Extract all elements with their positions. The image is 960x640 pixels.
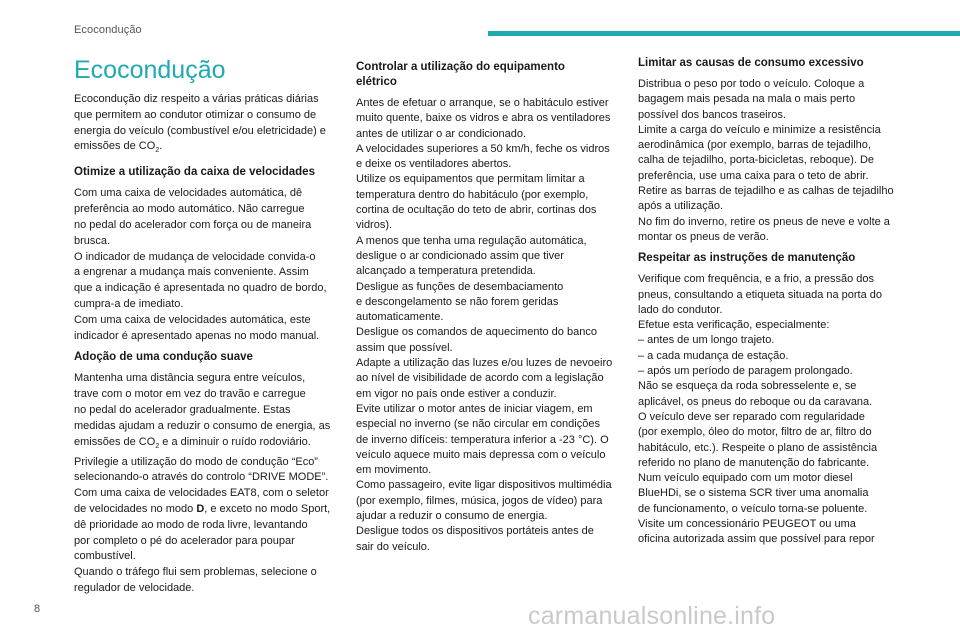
text-line: Evite utilizar o motor antes de iniciar viagem, em [356,402,593,415]
text-line: Verifique com frequência, e a frio, a pressão dos [638,273,875,286]
maintenance-paragraph [638,272,910,547]
text-line: O veículo deve ser reparado com regularidade [638,410,865,423]
intro-line: que permitem ao condutor otimizar o consumo de [74,108,317,121]
text-line: temperatura dentro do habitáculo (por exemplo, [356,188,589,201]
text-line: em movimento. [356,464,432,477]
text-line: vidros). [356,219,393,232]
text-line: Mantenha uma distância segura entre veículos, [74,372,306,385]
text-line: lado do condutor. [638,303,723,316]
text-line: Efetue esta verificação, especialmente: [638,319,830,332]
intro-paragraph [74,92,332,159]
text-line: preferência ao modo automático. Não carregue [74,203,305,216]
text-line: brusca. [74,234,111,247]
co2-text: emissões de CO [74,435,156,448]
text-line: especial no inverno (se não circular em condições [356,418,600,431]
text-line: medidas ajudam a reduzir o consumo de energia, as [74,419,331,432]
text-line: antes de utilizar o ar condicionado. [356,127,526,140]
text-line: assim que possível. [356,341,453,354]
text-line: ajudar a reduzir o consumo de energia. [356,510,548,523]
text-line: cumpra-a de imediato. [74,297,184,310]
column-3 [638,56,910,548]
text-line: alcançado a temperatura pretendida. [356,265,536,278]
text-line: bagagem mais pesada na mala o mais perto [638,93,856,106]
intro-line: energia do veículo (combustível e/ou eletricidade) e [74,124,326,137]
text-line: – após um período de paragem prolongado. [638,365,853,378]
text-line: A velocidades superiores a 50 km/h, feche os vidros [356,142,610,155]
heading-line: Controlar a utilização do equipamento [356,61,565,73]
text-line: Quando o tráfego flui sem problemas, selecione o [74,566,317,579]
column-1 [74,56,332,597]
drive-line-start: de velocidades no modo [74,502,197,515]
text-line: Visite um concessionário PEUGEOT ou uma [638,518,856,531]
text-line: Adapte a utilização das luzes e/ou luzes de nevoeiro [356,357,613,370]
text-line: cortina de ocultação do teto de abrir, cortinas dos [356,204,597,217]
co2-subscript: 2 [155,147,160,155]
text-line: montar os pneus de verão. [638,230,769,243]
smooth-driving-paragraph [74,371,332,596]
text-line: ao nível de visibilidade de acordo com a legislação [356,372,604,385]
electrical-paragraph [356,96,618,555]
drive-mode-d: D [196,502,205,515]
heading-line: elétrico [356,76,397,88]
intro-line-end: . [159,140,163,153]
text-line: referido no plano de manutenção do fabricante. [638,456,870,469]
text-line: de funcionamento, o veículo torna-se poluente. [638,502,868,515]
intro-line: emissões de CO [74,140,156,153]
text-line: pneus, consultando a etiqueta situada na porta do [638,288,883,301]
text-line: preferência, use uma caixa para o teto de abrir. [638,169,869,182]
co2-subscript: 2 [155,442,160,450]
intro-line: Ecocondução diz respeito a várias práticas diárias [74,93,319,105]
co2-text-end: e a diminuir o ruído rodoviário. [159,435,311,448]
text-line: oficina autorizada assim que possível para repor [638,533,875,546]
text-line: Privilegie a utilização do modo de condução “Eco” [74,455,318,468]
page-number: 8 [34,603,41,615]
text-line: regulador de velocidade. [74,581,195,594]
text-line: que a indicação é apresentada no quadro de bordo, [74,282,327,295]
text-line: automaticamente. [356,311,444,324]
text-line: e deixe os ventiladores abertos. [356,158,512,171]
drive-mode-line [74,503,330,515]
text-line: combustível. [74,550,136,563]
running-header: Ecocondução [74,24,142,36]
watermark: carmanualsonline.info [528,602,776,630]
text-line: (por exemplo, óleo do motor, filtro de ar, filtro do [638,426,872,439]
text-line: Não se esqueça da roda sobresselente e, se [638,380,857,393]
text-line: Como passageiro, evite ligar dispositivos multimédia [356,479,612,492]
header-accent-bar [488,31,960,36]
text-line: após a utilização. [638,200,723,213]
section-heading-smooth-driving: Adoção de uma condução suave [74,351,253,364]
text-line: muito quente, baixe os vidros e abra os ventiladores [356,112,611,125]
text-line: No fim do inverno, retire os pneus de neve e volte a [638,215,890,228]
text-line: A menos que tenha uma regulação automática, [356,234,587,247]
text-line: indicador é apresentado apenas no modo manual. [74,329,320,342]
text-line: aplicável, os pneus do reboque ou da caravana. [638,395,873,408]
text-line: Retire as barras de tejadilho e as calhas de tejadilho [638,185,894,198]
text-line: veículo aquece muito mais depressa com o veículo [356,448,606,461]
section-heading-gearbox: Otimize a utilização da caixa de velocidades [74,166,315,179]
text-line: a engrenar a mudança mais conveniente. Assim [74,266,309,279]
text-line: desligue o ar condicionado assim que tiver [356,249,564,262]
text-line: Com uma caixa de velocidades automática, dê [74,187,303,200]
text-line: trave com o motor em vez do travão e carregue [74,388,306,401]
text-line: no pedal do acelerador com força ou de maneira [74,218,312,231]
section-heading-electrical [356,60,618,90]
gearbox-paragraph [74,186,332,344]
text-line: (por exemplo, filmes, música, jogos de vídeo) para [356,494,603,507]
text-line: O indicador de mudança de velocidade convida-o [74,250,316,263]
text-line: Desligue os comandos de aquecimento do banco [356,326,597,339]
text-line: aerodinâmica (por exemplo, barras de tejadilho, [638,139,871,152]
text-line: Antes de efetuar o arranque, se o habitáculo estiver [356,97,609,109]
text-line: de inverno difíceis: temperatura inferior a -23 °C). O [356,433,609,446]
text-line: Utilize os equipamentos que permitam limitar a [356,173,585,186]
text-line: Limite a carga do veículo e minimize a resistência [638,123,881,136]
column-2 [356,60,618,555]
text-line: sair do veículo. [356,540,430,553]
section-heading-excess-consumption: Limitar as causas de consumo excessivo [638,57,864,69]
text-line: – antes de um longo trajeto. [638,334,775,347]
text-line: Num veículo equipado com um motor diesel [638,472,853,485]
text-line: Distribua o peso por todo o veículo. Coloque a [638,78,865,90]
co2-line [74,436,311,448]
excess-consumption-paragraph [638,77,910,245]
text-line: selecionando-o através do controlo “DRIVE MODE”. [74,471,329,484]
text-line: e descongelamento se não forem geridas [356,295,559,308]
drive-line-end: , e exceto no modo Sport, [204,502,331,515]
text-line: por completo o pé do acelerador para poupar [74,534,295,547]
page-title: Ecocondução [74,56,226,84]
text-line: Desligue as funções de desembaciamento [356,280,564,293]
text-line: Com uma caixa de velocidades EAT8, com o seletor [74,487,329,500]
text-line: Desligue todos os dispositivos portáteis antes de [356,525,594,538]
text-line: calha de tejadilho, porta-bicicletas, reboque). De [638,154,875,167]
section-heading-maintenance: Respeitar as instruções de manutenção [638,252,856,265]
text-line: dê prioridade ao modo de roda livre, levantando [74,518,308,531]
text-line: habitáculo, etc.). Respeite o plano de assistência [638,441,878,454]
text-line: – a cada mudança de estação. [638,349,789,362]
text-line: em vigor no país onde estiver a conduzir. [356,387,557,400]
text-line: BlueHDi, se o sistema SCR tiver uma anomalia [638,487,869,500]
text-line: Com uma caixa de velocidades automática, este [74,313,311,326]
text-line: possível dos bancos traseiros. [638,108,786,121]
text-line: no pedal do acelerador gradualmente. Estas [74,403,291,416]
